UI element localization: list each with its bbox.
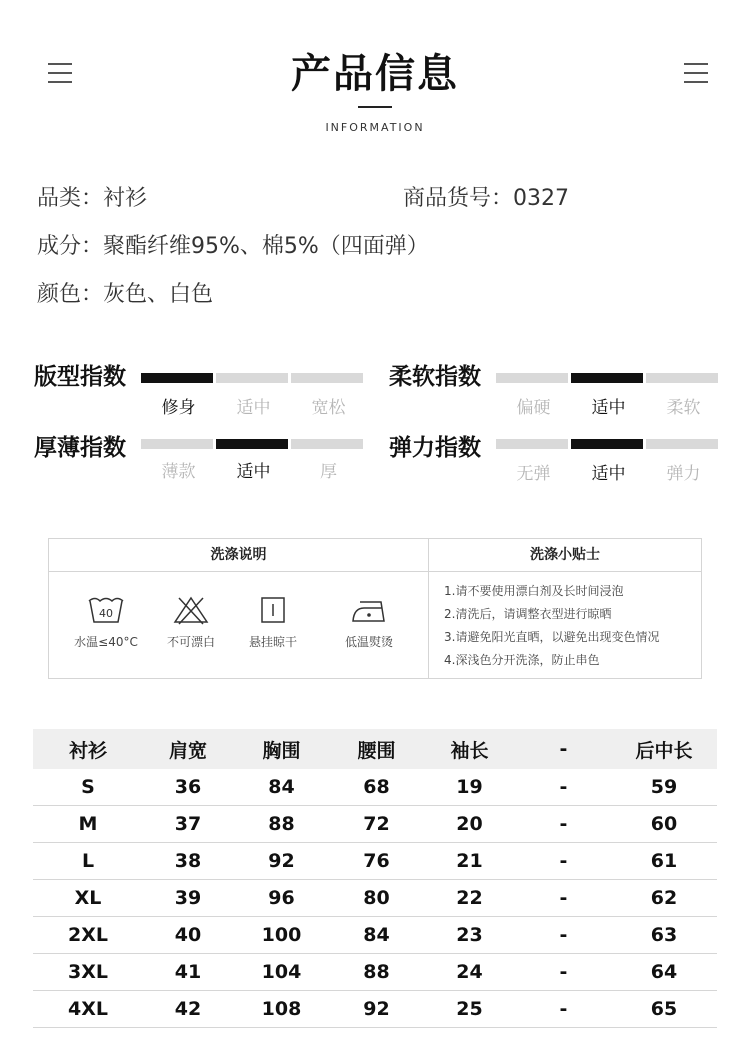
table-cell: 76	[330, 843, 423, 880]
table-cell: 19	[423, 769, 516, 806]
table-row	[33, 843, 717, 880]
table-cell: 84	[330, 917, 423, 954]
index-option: 适中	[591, 398, 626, 418]
index-bar	[141, 373, 366, 383]
thickness-index	[34, 429, 337, 482]
low-iron-icon	[349, 595, 389, 625]
table-row	[33, 954, 717, 991]
table-cell: 92	[233, 843, 330, 880]
table-cell: 84	[233, 769, 330, 806]
table-cell: 21	[423, 843, 516, 880]
table-cell: 60	[611, 806, 717, 843]
table-cell: 38	[143, 843, 233, 880]
hang-dry-icon	[253, 595, 293, 625]
wash-40-icon	[86, 595, 126, 625]
washing-tip: 4.深浅色分开洗涤，防止串色	[444, 653, 600, 667]
table-cell: -	[516, 991, 611, 1028]
index-option: 无弹	[516, 464, 551, 484]
column-header: 腰围	[330, 729, 423, 769]
table-cell: 64	[611, 954, 717, 991]
divider	[49, 571, 701, 572]
table-cell: 20	[423, 806, 516, 843]
table-cell: 80	[330, 880, 423, 917]
table-cell: 2XL	[33, 917, 143, 954]
wash-temperature: 40	[99, 607, 113, 620]
table-row	[33, 769, 717, 806]
color-text: 颜色：灰色、白色	[37, 282, 214, 307]
table-cell: 3XL	[33, 954, 143, 991]
table-cell: XL	[33, 880, 143, 917]
column-header: 衬衫	[33, 729, 143, 769]
index-title: 弹力指数	[389, 435, 481, 461]
table-cell: 24	[423, 954, 516, 991]
table-cell: 4XL	[33, 991, 143, 1028]
index-bar-segment	[291, 373, 363, 383]
index-option: 适中	[591, 464, 626, 484]
table-cell: 25	[423, 991, 516, 1028]
table-cell: 22	[423, 880, 516, 917]
index-bar	[141, 439, 366, 449]
table-cell: S	[33, 769, 143, 806]
table-cell: 96	[233, 880, 330, 917]
care-label: 水温≤40°C	[74, 635, 138, 649]
table-row	[33, 806, 717, 843]
table-cell: 40	[143, 917, 233, 954]
index-option: 修身	[161, 398, 196, 418]
index-bar-segment	[496, 439, 568, 449]
index-option: 适中	[236, 462, 271, 482]
index-bar-segment	[646, 439, 718, 449]
table-cell: M	[33, 806, 143, 843]
page-subtitle: INFORMATION	[325, 121, 425, 134]
index-options	[141, 457, 366, 482]
care-symbol	[327, 595, 411, 650]
column-header: 后中长	[611, 729, 717, 769]
table-cell: -	[516, 806, 611, 843]
column-header: 袖长	[423, 729, 516, 769]
index-bar-segment	[571, 439, 643, 449]
washing-tips-header: 洗涤小贴士	[530, 547, 600, 563]
care-label: 低温熨烫	[344, 635, 393, 649]
no-bleach-icon	[171, 595, 211, 625]
care-symbol	[155, 595, 227, 650]
table-cell: 88	[330, 954, 423, 991]
column-header: 胸围	[233, 729, 330, 769]
index-bar-segment	[141, 373, 213, 383]
index-bar-segment	[216, 439, 288, 449]
table-cell: 36	[143, 769, 233, 806]
table-cell: -	[516, 954, 611, 991]
care-label: 悬挂晾干	[248, 635, 297, 649]
washing-box	[48, 538, 702, 679]
index-bar	[496, 373, 721, 383]
index-bar-segment	[216, 373, 288, 383]
table-cell: 65	[611, 991, 717, 1028]
index-option: 厚	[320, 462, 337, 482]
table-cell: 63	[611, 917, 717, 954]
table-row	[33, 880, 717, 917]
table-cell: 108	[233, 991, 330, 1028]
index-bar-segment	[141, 439, 213, 449]
index-bar-segment	[291, 439, 363, 449]
index-option: 柔软	[666, 398, 701, 418]
index-title: 厚薄指数	[34, 435, 126, 461]
table-cell: 59	[611, 769, 717, 806]
index-title: 柔软指数	[389, 364, 481, 390]
care-symbol	[237, 595, 309, 650]
size-table	[33, 729, 717, 1028]
table-row	[33, 917, 717, 954]
index-options	[141, 393, 366, 418]
index-options	[496, 393, 721, 418]
table-cell: -	[516, 880, 611, 917]
column-header: -	[516, 729, 611, 769]
fit-index	[34, 358, 346, 418]
table-cell: 37	[143, 806, 233, 843]
table-cell: 104	[233, 954, 330, 991]
material-text: 成分：聚酯纤维95%、棉5%（四面弹）	[37, 234, 429, 259]
table-cell: 100	[233, 917, 330, 954]
title-divider	[358, 106, 392, 108]
table-cell: 72	[330, 806, 423, 843]
table-cell: 41	[143, 954, 233, 991]
washing-tip: 3.请避免阳光直晒，以避免出现变色情况	[444, 630, 660, 644]
index-option: 偏硬	[516, 398, 551, 418]
elasticity-index	[389, 429, 701, 484]
care-symbol	[61, 595, 151, 650]
page-title: 产品信息	[291, 51, 459, 97]
index-option: 弹力	[666, 464, 701, 484]
table-cell: L	[33, 843, 143, 880]
table-cell: -	[516, 917, 611, 954]
softness-index	[389, 358, 701, 418]
table-cell: -	[516, 843, 611, 880]
index-options	[496, 459, 721, 484]
table-cell: 23	[423, 917, 516, 954]
table-row	[33, 991, 717, 1028]
table-cell: 42	[143, 991, 233, 1028]
table-cell: 68	[330, 769, 423, 806]
index-option: 适中	[236, 398, 271, 418]
table-cell: 62	[611, 880, 717, 917]
index-bar-segment	[571, 373, 643, 383]
index-bar-segment	[496, 373, 568, 383]
category-text: 品类：衬衫	[37, 186, 148, 211]
table-cell: 61	[611, 843, 717, 880]
washing-tip: 2.清洗后，请调整衣型进行晾晒	[444, 607, 612, 621]
index-title: 版型指数	[34, 364, 126, 390]
column-header: 肩宽	[143, 729, 233, 769]
table-cell: 39	[143, 880, 233, 917]
care-label: 不可漂白	[166, 635, 215, 649]
index-bar-segment	[646, 373, 718, 383]
table-cell: 88	[233, 806, 330, 843]
washing-instructions-header: 洗涤说明	[210, 547, 267, 563]
table-cell: -	[516, 769, 611, 806]
item-number-text: 商品货号：0327	[403, 186, 569, 211]
index-bar	[496, 439, 721, 449]
index-option: 薄款	[161, 462, 196, 482]
table-cell: 92	[330, 991, 423, 1028]
washing-tip: 1.请不要使用漂白剂及长时间浸泡	[444, 584, 624, 598]
index-option: 宽松	[311, 398, 346, 418]
table-header-row	[33, 729, 717, 769]
